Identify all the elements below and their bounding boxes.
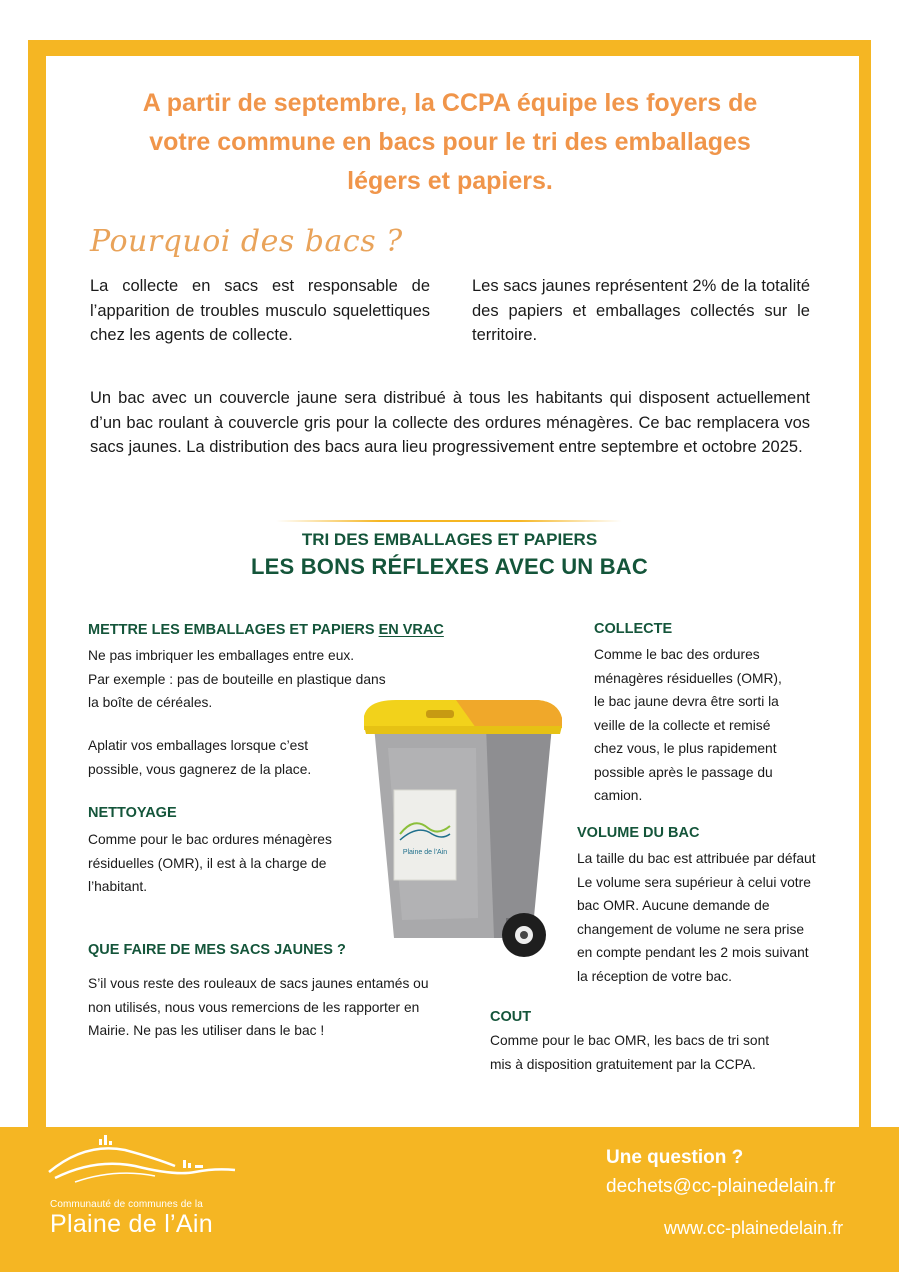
vrac-line-1: Ne pas imbriquer les emballages entre eux.	[88, 648, 355, 663]
vrac-heading	[88, 620, 444, 640]
vrac-line-4: Aplatir vos emballages lorsque c’est	[88, 738, 309, 753]
volume-line-4: changement de volume ne sera prise	[577, 921, 805, 937]
vrac-line-3: la boîte de céréales.	[88, 695, 213, 710]
section-title: LES BONS RÉFLEXES AVEC UN BAC	[251, 554, 648, 579]
collecte-line-3: le bac jaune devra être sorti la	[594, 694, 779, 709]
nettoyage-line-2: résiduelles (OMR), il est à la charge de	[88, 855, 327, 871]
cout-text	[490, 1029, 769, 1076]
vrac-heading-prefix: METTRE LES EMBALLAGES ET PAPIERS	[88, 622, 379, 638]
yellow-bin-illustration	[356, 688, 586, 964]
bin-icon	[356, 688, 586, 964]
volume-line-3: bac OMR. Aucune demande de	[577, 898, 770, 913]
why-title: Pourquoi des bacs ?	[90, 224, 403, 259]
page-headline	[60, 84, 840, 201]
headline-line-3: légers et papiers.	[347, 167, 553, 195]
volume-text	[577, 847, 816, 988]
collecte-heading: COLLECTE	[594, 621, 673, 637]
volume-line-5: en compte pendant les 2 mois suivant	[577, 945, 809, 960]
logo-subtitle: Communauté de communes de la	[50, 1199, 203, 1210]
volume-line-1: La taille du bac est attribuée par défaut	[577, 851, 816, 866]
plaine-de-lain-logo-icon	[45, 1132, 245, 1192]
volume-line-2: Le volume sera supérieur à celui votre	[577, 874, 811, 890]
volume-line-6: la réception de votre bac.	[577, 968, 732, 984]
frame-top-border	[28, 40, 871, 56]
sacs-text	[88, 972, 429, 1043]
footer-email-link[interactable]: dechets@cc-plainedelain.fr	[606, 1176, 836, 1197]
headline-line-1: A partir de septembre, la CCPA équipe les foyers de	[142, 89, 758, 117]
collecte-line-2: ménagères résiduelles (OMR),	[594, 670, 782, 686]
vrac-line-2: Par exemple : pas de bouteille en plastique dans	[88, 671, 386, 687]
footer-website-link[interactable]: www.cc-plainedelain.fr	[664, 1218, 844, 1238]
nettoyage-line-1: Comme pour le bac ordures ménagères	[88, 832, 332, 847]
collecte-line-1: Comme le bac des ordures	[594, 647, 760, 662]
sacs-heading: QUE FAIRE DE MES SACS JAUNES ?	[88, 942, 346, 958]
sacs-line-3: Mairie. Ne pas les utiliser dans le bac !	[88, 1023, 325, 1038]
why-left-paragraph: La collecte en sacs est responsable de l’apparition de troubles musculo squelettiques chez les agents de collecte.	[90, 277, 430, 344]
collecte-line-5: chez vous, le plus rapidement	[594, 741, 777, 756]
nettoyage-text	[88, 828, 332, 899]
frame-left-border	[28, 40, 46, 1140]
nettoyage-heading: NETTOYAGE	[88, 805, 177, 821]
collecte-text	[594, 643, 782, 808]
section-subtitle: TRI DES EMBALLAGES ET PAPIERS	[301, 530, 598, 549]
collecte-line-7: camion.	[594, 788, 643, 803]
collecte-line-4: veille de la collecte et remisé	[594, 717, 771, 733]
section-divider	[276, 520, 622, 522]
footer-question: Une question ?	[606, 1147, 744, 1168]
sacs-line-1: S’il vous reste des rouleaux de sacs jaunes entamés ou	[88, 976, 429, 991]
frame-right-border	[859, 40, 871, 1140]
volume-heading: VOLUME DU BAC	[577, 825, 700, 841]
vrac-line-5: possible, vous gagnerez de la place.	[88, 761, 312, 777]
cout-heading: COUT	[490, 1009, 532, 1025]
vrac-text	[88, 644, 386, 715]
collecte-line-6: possible après le passage du	[594, 764, 773, 780]
nettoyage-line-3: l’habitant.	[88, 879, 148, 894]
cout-line-2: mis à disposition gratuitement par la CCPA.	[490, 1056, 756, 1072]
why-right-paragraph: Les sacs jaunes représentent 2% de la totalité des papiers et emballages collectés sur le territoire.	[472, 277, 810, 344]
logo-name: Plaine de l’Ain	[50, 1210, 213, 1238]
headline-line-2: votre commune en bacs pour le tri des emballages	[149, 128, 751, 156]
distribution-paragraph: Un bac avec un couvercle jaune sera distribué à tous les habitants qui disposent actuellement d’un bac roulant à couvercle gris pour la collecte des ordures ménagères. Ce bac remplacera vos sacs jaunes. La distribution des bacs aura lieu progressivement entre septembre et octobre 2025.	[90, 389, 810, 456]
bin-label: Plaine de l’Ain	[402, 849, 448, 856]
cout-line-1: Comme pour le bac OMR, les bacs de tri sont	[490, 1033, 770, 1048]
vrac-text-2	[88, 734, 311, 781]
vrac-heading-underlined: EN VRAC	[378, 622, 444, 638]
sacs-line-2: non utilisés, nous vous remercions de les rapporter en	[88, 999, 420, 1015]
